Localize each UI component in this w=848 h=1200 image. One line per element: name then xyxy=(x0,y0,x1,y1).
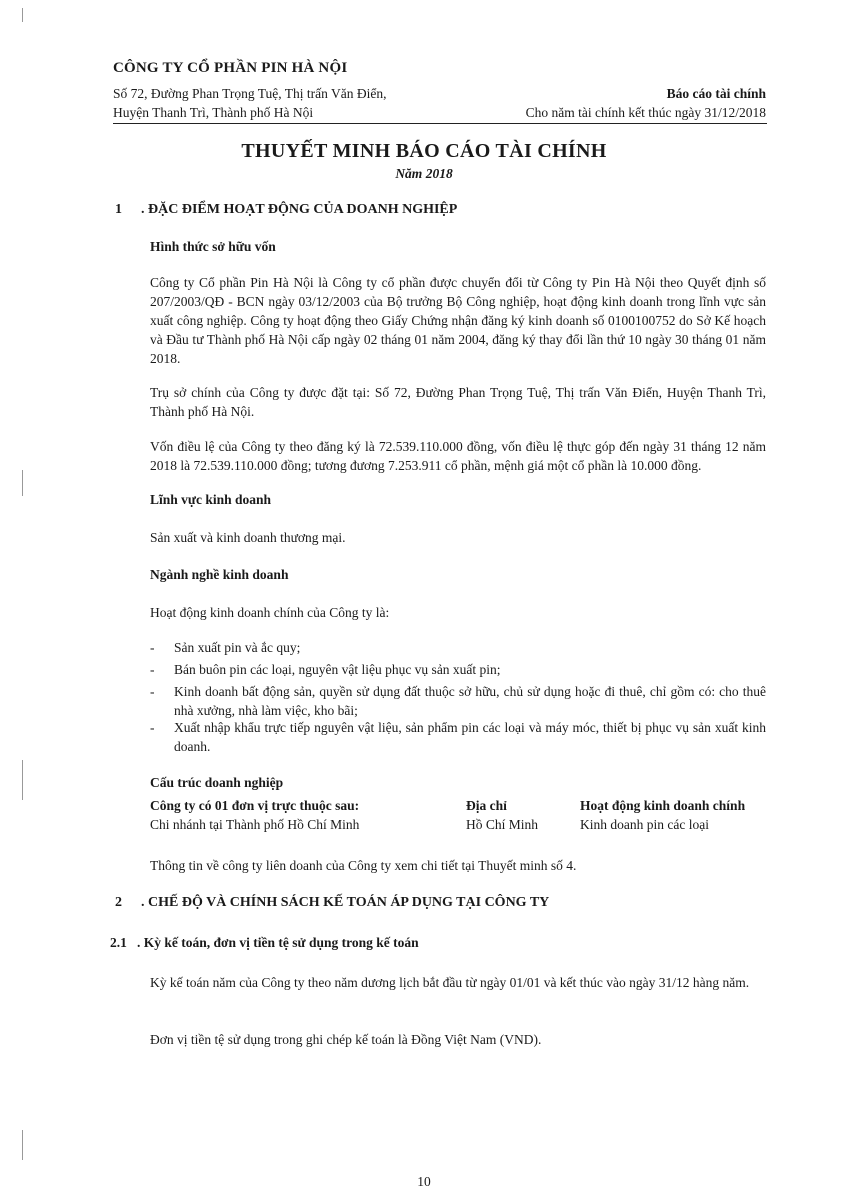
ownership-paragraph-2: Trụ sở chính của Công ty được đặt tại: Số 72, Đường Phan Trọng Tuệ, Thị trấn Văn Điển, Huyện Thanh Trì, Thành phố Hà Nội. xyxy=(150,385,766,419)
bullet-dash: - xyxy=(150,640,155,655)
scan-mark xyxy=(22,1130,23,1160)
structure-table-header-unit: Công ty có 01 đơn vị trực thuộc sau: xyxy=(150,798,360,813)
section-title: . ĐẶC ĐIỂM HOẠT ĐỘNG CỦA DOANH NGHIỆP xyxy=(141,202,458,217)
section-number: 2 xyxy=(115,895,122,910)
business-field-heading: Lĩnh vực kinh doanh xyxy=(150,492,272,507)
scan-mark xyxy=(22,760,23,800)
page-number: 10 xyxy=(417,1174,431,1189)
section-number: 1 xyxy=(115,202,122,217)
list-item-text: Sản xuất pin và ắc quy; xyxy=(174,640,301,655)
bullet-dash: - xyxy=(150,684,155,699)
section-title: . Kỳ kế toán, đơn vị tiền tệ sử dụng trong kế toán xyxy=(137,935,419,950)
ownership-paragraph-3: Vốn điều lệ của Công ty theo đăng ký là 72.539.110.000 đồng, vốn điều lệ thực góp đến ngày 31 tháng 12 năm 2018 là 72.539.110.000 đồng; tương đương 7.253.911 cổ phần, mệnh giá một cổ phần là 10.000 đồng. xyxy=(150,439,766,473)
report-title: Báo cáo tài chính xyxy=(666,86,766,101)
structure-table-header-address: Địa chỉ xyxy=(466,798,507,813)
bullet-dash: - xyxy=(150,662,155,677)
company-address-line2: Huyện Thanh Trì, Thành phố Hà Nội xyxy=(113,105,314,120)
section-title: . CHẾ ĐỘ VÀ CHÍNH SÁCH KẾ TOÁN ÁP DỤNG TẠI CÔNG TY xyxy=(141,895,550,910)
bullet-dash: - xyxy=(150,720,155,735)
section-2-heading xyxy=(115,895,765,915)
structure-table-cell-unit: Chi nhánh tại Thành phố Hồ Chí Minh xyxy=(150,817,360,832)
section-number: 2.1 xyxy=(110,935,127,950)
accounting-period-paragraph: Kỳ kế toán năm của Công ty theo năm dương lịch bắt đầu từ ngày 01/01 và kết thúc vào ngày 31/12 hàng năm. xyxy=(150,975,750,990)
list-item-text: Xuất nhập khẩu trực tiếp nguyên vật liệu, sản phẩm pin các loại và máy móc, thiết bị phục vụ sản xuất kinh doanh. xyxy=(174,720,766,754)
company-address-line1: Số 72, Đường Phan Trọng Tuệ, Thị trấn Văn Điển, xyxy=(113,86,387,101)
document-title: THUYẾT MINH BÁO CÁO TÀI CHÍNH xyxy=(241,140,607,162)
section-1-heading xyxy=(115,202,765,222)
scan-mark xyxy=(22,8,23,22)
section-2-1-heading xyxy=(110,935,760,955)
ownership-paragraph-1: Công ty Cổ phần Pin Hà Nội là Công ty cổ phần được chuyển đổi từ Công ty Pin Hà Nội theo Quyết định số 207/2003/QĐ - BCN ngày 03/12/2003 của Bộ trưởng Bộ Công nghiệp, hoạt động kinh doanh trong lĩnh vực sản xuất công nghiệp. Công ty hoạt động theo Giấy Chứng nhận đăng ký kinh doanh số 0100100752 do Sở Kế hoạch và Đầu tư Thành phố Hà Nội cấp ngày 02 tháng 01 năm 2004, đăng ký thay đổi lần thứ 10 ngày 30 tháng 01 năm 2018. xyxy=(150,275,766,366)
scan-mark xyxy=(22,470,23,496)
business-field-text: Sản xuất và kinh doanh thương mại. xyxy=(150,530,346,545)
ownership-heading: Hình thức sở hữu vốn xyxy=(150,239,276,254)
list-item xyxy=(150,682,766,720)
structure-table-header-activity: Hoạt động kinh doanh chính xyxy=(580,798,746,813)
structure-heading: Cấu trúc doanh nghiệp xyxy=(150,775,284,790)
list-item xyxy=(150,660,766,679)
structure-table-cell-address: Hồ Chí Minh xyxy=(466,817,539,832)
list-item xyxy=(150,638,766,657)
business-industry-intro: Hoạt động kinh doanh chính của Công ty là: xyxy=(150,605,390,620)
structure-note: Thông tin về công ty liên doanh của Công ty xem chi tiết tại Thuyết minh số 4. xyxy=(150,858,577,873)
report-period: Cho năm tài chính kết thúc ngày 31/12/2018 xyxy=(525,105,766,120)
document-year: Năm 2018 xyxy=(395,166,453,181)
list-item-text: Kinh doanh bất động sản, quyền sử dụng đất thuộc sở hữu, chủ sử dụng hoặc đi thuê, chỉ gồm có: cho thuê nhà xưởng, nhà làm việc, kho bãi; xyxy=(174,684,766,718)
list-item xyxy=(150,718,766,756)
currency-paragraph: Đơn vị tiền tệ sử dụng trong ghi chép kế toán là Đồng Việt Nam (VND). xyxy=(150,1032,542,1047)
company-name: CÔNG TY CỔ PHẦN PIN HÀ NỘI xyxy=(113,60,348,76)
header-divider xyxy=(113,123,767,124)
structure-table-cell-activity: Kinh doanh pin các loại xyxy=(580,817,709,832)
business-industry-heading: Ngành nghề kinh doanh xyxy=(150,567,289,582)
list-item-text: Bán buôn pin các loại, nguyên vật liệu phục vụ sản xuất pin; xyxy=(174,662,501,677)
